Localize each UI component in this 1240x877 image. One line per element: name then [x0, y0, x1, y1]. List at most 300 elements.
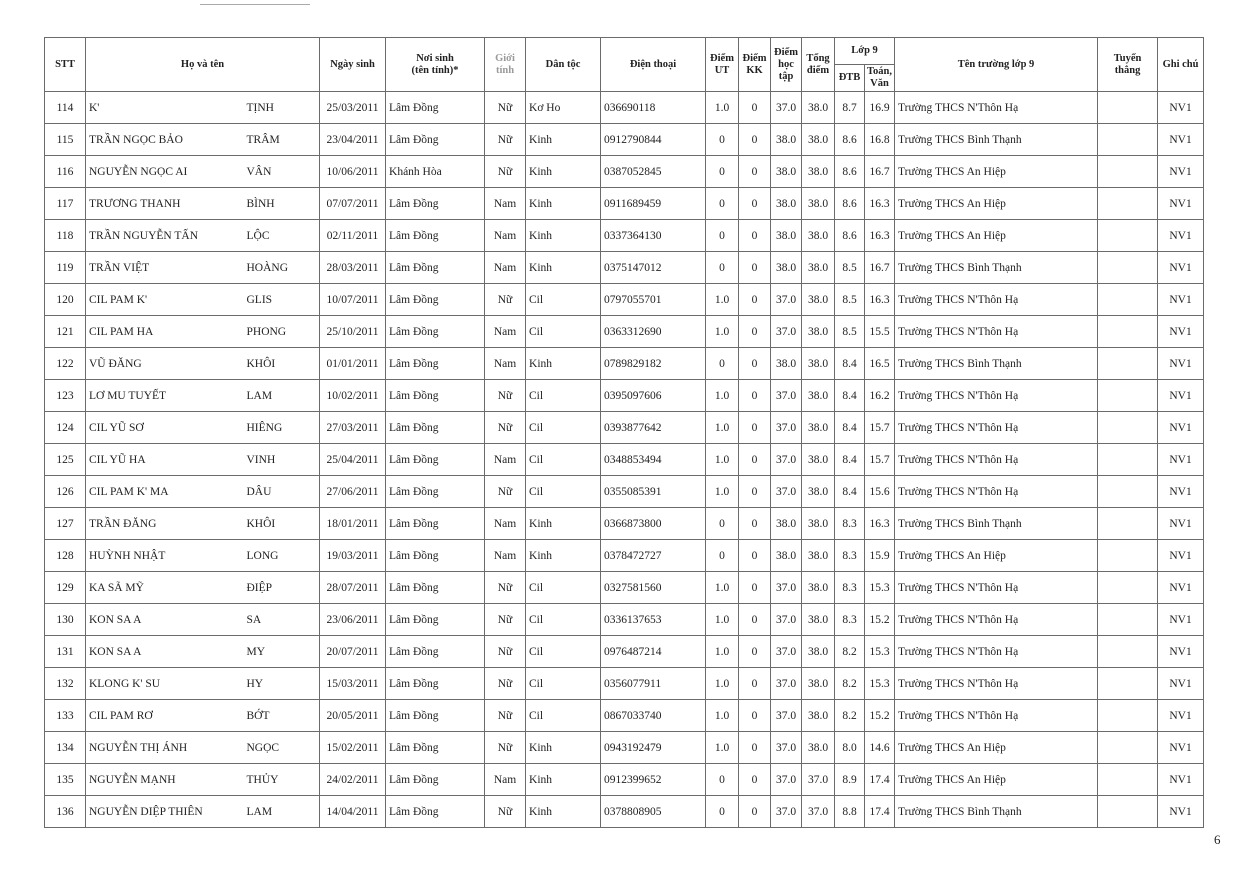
- cell-tuyen-thang: [1098, 668, 1158, 700]
- cell-gioi-tinh: Nữ: [485, 700, 526, 732]
- cell-dtb: 8.3: [835, 540, 865, 572]
- cell-noi-sinh: Lâm Đồng: [386, 636, 485, 668]
- cell-ten: MY: [244, 636, 320, 668]
- cell-ten-truong: Trường THCS Bình Thạnh: [895, 348, 1098, 380]
- cell-toan-van: 15.3: [865, 668, 895, 700]
- cell-diem-kk: 0: [739, 668, 771, 700]
- col-toan-van: Toán, Văn: [865, 65, 895, 92]
- table-row: [45, 604, 1204, 636]
- cell-ghi-chu: NV1: [1158, 380, 1204, 412]
- cell-tuyen-thang: [1098, 124, 1158, 156]
- cell-ghi-chu: NV1: [1158, 412, 1204, 444]
- cell-gioi-tinh: Nữ: [485, 572, 526, 604]
- cell-ten: HIÊNG: [244, 412, 320, 444]
- cell-ho: CIL YŨ HA: [86, 444, 244, 476]
- cell-ghi-chu: NV1: [1158, 668, 1204, 700]
- cell-gioi-tinh: Nữ: [485, 604, 526, 636]
- cell-dtb: 8.2: [835, 636, 865, 668]
- cell-diem-ut: 0: [706, 220, 739, 252]
- cell-dtb: 8.5: [835, 316, 865, 348]
- cell-diem-kk: 0: [739, 252, 771, 284]
- cell-ngay-sinh: 20/07/2011: [320, 636, 386, 668]
- cell-tong-diem: 38.0: [802, 316, 835, 348]
- cell-tuyen-thang: [1098, 444, 1158, 476]
- cell-diem-hoc-tap: 37.0: [771, 316, 802, 348]
- cell-gioi-tinh: Nữ: [485, 380, 526, 412]
- cell-dien-thoai: 0378808905: [601, 796, 706, 828]
- cell-ngay-sinh: 18/01/2011: [320, 508, 386, 540]
- cell-ngay-sinh: 23/06/2011: [320, 604, 386, 636]
- cell-gioi-tinh: Nam: [485, 220, 526, 252]
- student-list-table-container: [44, 37, 1204, 828]
- cell-ngay-sinh: 01/01/2011: [320, 348, 386, 380]
- cell-ngay-sinh: 10/02/2011: [320, 380, 386, 412]
- cell-stt: 130: [45, 604, 86, 636]
- cell-tuyen-thang: [1098, 764, 1158, 796]
- cell-ho: CIL YŨ SƠ: [86, 412, 244, 444]
- cell-tuyen-thang: [1098, 476, 1158, 508]
- cell-ten-truong: Trường THCS Bình Thạnh: [895, 796, 1098, 828]
- cell-diem-kk: 0: [739, 636, 771, 668]
- cell-stt: 133: [45, 700, 86, 732]
- cell-dan-toc: Kinh: [526, 732, 601, 764]
- cell-ghi-chu: NV1: [1158, 476, 1204, 508]
- cell-dien-thoai: 0912399652: [601, 764, 706, 796]
- cell-dien-thoai: 0911689459: [601, 188, 706, 220]
- cell-diem-kk: 0: [739, 476, 771, 508]
- cell-ghi-chu: NV1: [1158, 316, 1204, 348]
- cell-ten-truong: Trường THCS An Hiệp: [895, 540, 1098, 572]
- cell-ten-truong: Trường THCS N'Thôn Hạ: [895, 700, 1098, 732]
- cell-ngay-sinh: 25/10/2011: [320, 316, 386, 348]
- cell-diem-ut: 1.0: [706, 668, 739, 700]
- cell-ten: THỦY: [244, 764, 320, 796]
- cell-ho: LƠ MU TUYẾT: [86, 380, 244, 412]
- cell-ho: VŨ ĐĂNG: [86, 348, 244, 380]
- cell-gioi-tinh: Nữ: [485, 412, 526, 444]
- cell-ho: TRƯƠNG THANH: [86, 188, 244, 220]
- cell-ho: K': [86, 92, 244, 124]
- table-row: [45, 764, 1204, 796]
- cell-ngay-sinh: 28/07/2011: [320, 572, 386, 604]
- cell-gioi-tinh: Nữ: [485, 668, 526, 700]
- cell-ghi-chu: NV1: [1158, 572, 1204, 604]
- page-number: 6: [1214, 832, 1221, 847]
- cell-diem-ut: 1.0: [706, 92, 739, 124]
- table-row: [45, 796, 1204, 828]
- scan-artifact-line: [200, 4, 310, 5]
- cell-diem-hoc-tap: 38.0: [771, 188, 802, 220]
- cell-dan-toc: Cil: [526, 604, 601, 636]
- cell-ho: NGUYỄN NGỌC AI: [86, 156, 244, 188]
- cell-ho: CIL PAM K': [86, 284, 244, 316]
- cell-noi-sinh: Lâm Đồng: [386, 700, 485, 732]
- cell-dtb: 8.6: [835, 124, 865, 156]
- col-lop9: Lớp 9: [835, 38, 895, 65]
- col-diem-hoc-tap: Điểm học tập: [771, 38, 802, 92]
- cell-diem-kk: 0: [739, 508, 771, 540]
- cell-dan-toc: Cil: [526, 700, 601, 732]
- cell-dien-thoai: 0336137653: [601, 604, 706, 636]
- cell-stt: 122: [45, 348, 86, 380]
- cell-dien-thoai: 0337364130: [601, 220, 706, 252]
- cell-stt: 118: [45, 220, 86, 252]
- cell-tong-diem: 38.0: [802, 252, 835, 284]
- cell-tuyen-thang: [1098, 188, 1158, 220]
- cell-ten-truong: Trường THCS N'Thôn Hạ: [895, 316, 1098, 348]
- cell-tuyen-thang: [1098, 540, 1158, 572]
- cell-diem-hoc-tap: 38.0: [771, 156, 802, 188]
- table-row: [45, 348, 1204, 380]
- cell-gioi-tinh: Nữ: [485, 124, 526, 156]
- col-dtb: ĐTB: [835, 65, 865, 92]
- cell-ngay-sinh: 10/07/2011: [320, 284, 386, 316]
- cell-ghi-chu: NV1: [1158, 348, 1204, 380]
- cell-toan-van: 15.7: [865, 444, 895, 476]
- cell-dtb: 8.4: [835, 444, 865, 476]
- cell-diem-kk: 0: [739, 380, 771, 412]
- cell-ten: HY: [244, 668, 320, 700]
- col-ho-va-ten: Họ và tên: [86, 38, 320, 92]
- cell-dien-thoai: 0355085391: [601, 476, 706, 508]
- cell-ghi-chu: NV1: [1158, 92, 1204, 124]
- cell-toan-van: 16.7: [865, 252, 895, 284]
- cell-diem-ut: 0: [706, 540, 739, 572]
- cell-ten-truong: Trường THCS Bình Thạnh: [895, 508, 1098, 540]
- cell-dtb: 8.0: [835, 732, 865, 764]
- table-row: [45, 572, 1204, 604]
- cell-stt: 127: [45, 508, 86, 540]
- cell-toan-van: 15.5: [865, 316, 895, 348]
- cell-ho: KON SA A: [86, 604, 244, 636]
- cell-noi-sinh: Lâm Đồng: [386, 412, 485, 444]
- cell-dien-thoai: 0327581560: [601, 572, 706, 604]
- cell-diem-kk: 0: [739, 316, 771, 348]
- cell-ten-truong: Trường THCS N'Thôn Hạ: [895, 380, 1098, 412]
- cell-diem-kk: 0: [739, 444, 771, 476]
- cell-noi-sinh: Lâm Đồng: [386, 92, 485, 124]
- cell-diem-ut: 0: [706, 764, 739, 796]
- cell-tong-diem: 38.0: [802, 348, 835, 380]
- cell-diem-hoc-tap: 38.0: [771, 124, 802, 156]
- cell-diem-kk: 0: [739, 348, 771, 380]
- cell-diem-hoc-tap: 37.0: [771, 476, 802, 508]
- cell-gioi-tinh: Nam: [485, 508, 526, 540]
- cell-stt: 131: [45, 636, 86, 668]
- cell-ho: TRẦN NGỌC BẢO: [86, 124, 244, 156]
- cell-tong-diem: 38.0: [802, 732, 835, 764]
- cell-dtb: 8.4: [835, 380, 865, 412]
- col-diem-ut: Điểm UT: [706, 38, 739, 92]
- cell-noi-sinh: Lâm Đồng: [386, 124, 485, 156]
- cell-ten: BỚT: [244, 700, 320, 732]
- cell-diem-hoc-tap: 37.0: [771, 412, 802, 444]
- cell-ho: KON SA A: [86, 636, 244, 668]
- cell-stt: 114: [45, 92, 86, 124]
- cell-tong-diem: 38.0: [802, 220, 835, 252]
- cell-tong-diem: 37.0: [802, 796, 835, 828]
- cell-tong-diem: 38.0: [802, 124, 835, 156]
- cell-dtb: 8.6: [835, 220, 865, 252]
- cell-tuyen-thang: [1098, 508, 1158, 540]
- cell-ngay-sinh: 14/04/2011: [320, 796, 386, 828]
- cell-dtb: 8.7: [835, 92, 865, 124]
- cell-gioi-tinh: Nam: [485, 444, 526, 476]
- cell-noi-sinh: Lâm Đồng: [386, 476, 485, 508]
- cell-gioi-tinh: Nam: [485, 316, 526, 348]
- cell-ten-truong: Trường THCS N'Thôn Hạ: [895, 668, 1098, 700]
- cell-dien-thoai: 0356077911: [601, 668, 706, 700]
- cell-ngay-sinh: 19/03/2011: [320, 540, 386, 572]
- cell-toan-van: 16.9: [865, 92, 895, 124]
- cell-noi-sinh: Lâm Đồng: [386, 284, 485, 316]
- cell-toan-van: 16.3: [865, 508, 895, 540]
- cell-dien-thoai: 0378472727: [601, 540, 706, 572]
- cell-ghi-chu: NV1: [1158, 220, 1204, 252]
- cell-stt: 134: [45, 732, 86, 764]
- cell-diem-ut: 1.0: [706, 284, 739, 316]
- cell-dien-thoai: 0393877642: [601, 412, 706, 444]
- table-body: [45, 92, 1204, 828]
- cell-ten-truong: Trường THCS Bình Thạnh: [895, 124, 1098, 156]
- cell-ten: LAM: [244, 796, 320, 828]
- cell-tuyen-thang: [1098, 92, 1158, 124]
- cell-ten-truong: Trường THCS An Hiệp: [895, 220, 1098, 252]
- cell-tuyen-thang: [1098, 380, 1158, 412]
- cell-dien-thoai: 0912790844: [601, 124, 706, 156]
- cell-ten: LONG: [244, 540, 320, 572]
- cell-stt: 126: [45, 476, 86, 508]
- cell-gioi-tinh: Nữ: [485, 636, 526, 668]
- cell-ngay-sinh: 07/07/2011: [320, 188, 386, 220]
- cell-ngay-sinh: 28/03/2011: [320, 252, 386, 284]
- cell-tuyen-thang: [1098, 284, 1158, 316]
- cell-diem-hoc-tap: 37.0: [771, 92, 802, 124]
- cell-gioi-tinh: Nữ: [485, 476, 526, 508]
- cell-tong-diem: 38.0: [802, 700, 835, 732]
- cell-tuyen-thang: [1098, 604, 1158, 636]
- cell-stt: 135: [45, 764, 86, 796]
- cell-diem-hoc-tap: 37.0: [771, 668, 802, 700]
- cell-diem-kk: 0: [739, 284, 771, 316]
- cell-ten-truong: Trường THCS N'Thôn Hạ: [895, 476, 1098, 508]
- cell-diem-kk: 0: [739, 188, 771, 220]
- cell-dien-thoai: 0797055701: [601, 284, 706, 316]
- cell-noi-sinh: Lâm Đồng: [386, 572, 485, 604]
- cell-ghi-chu: NV1: [1158, 444, 1204, 476]
- cell-ho: TRẦN ĐĂNG: [86, 508, 244, 540]
- cell-noi-sinh: Lâm Đồng: [386, 508, 485, 540]
- cell-noi-sinh: Lâm Đồng: [386, 796, 485, 828]
- cell-ten: PHONG: [244, 316, 320, 348]
- cell-ten-truong: Trường THCS N'Thôn Hạ: [895, 284, 1098, 316]
- cell-stt: 119: [45, 252, 86, 284]
- cell-diem-hoc-tap: 38.0: [771, 348, 802, 380]
- table-row: [45, 220, 1204, 252]
- table-row: [45, 252, 1204, 284]
- cell-dan-toc: Kinh: [526, 188, 601, 220]
- cell-tong-diem: 38.0: [802, 476, 835, 508]
- cell-gioi-tinh: Nữ: [485, 92, 526, 124]
- cell-diem-ut: 0: [706, 348, 739, 380]
- cell-diem-kk: 0: [739, 220, 771, 252]
- cell-ngay-sinh: 15/03/2011: [320, 668, 386, 700]
- cell-ten: LỘC: [244, 220, 320, 252]
- cell-dan-toc: Cil: [526, 284, 601, 316]
- cell-toan-van: 16.3: [865, 220, 895, 252]
- cell-diem-hoc-tap: 38.0: [771, 252, 802, 284]
- cell-dtb: 8.4: [835, 476, 865, 508]
- cell-diem-kk: 0: [739, 412, 771, 444]
- cell-ngay-sinh: 20/05/2011: [320, 700, 386, 732]
- cell-tong-diem: 38.0: [802, 540, 835, 572]
- cell-dien-thoai: 0387052845: [601, 156, 706, 188]
- cell-tong-diem: 38.0: [802, 572, 835, 604]
- cell-ho: CIL PAM HA: [86, 316, 244, 348]
- table-row: [45, 508, 1204, 540]
- col-gioi-tinh: Giới tính: [485, 38, 526, 92]
- cell-dan-toc: Cil: [526, 476, 601, 508]
- cell-diem-kk: 0: [739, 156, 771, 188]
- cell-ho: KA SÃ MỸ: [86, 572, 244, 604]
- cell-noi-sinh: Lâm Đồng: [386, 604, 485, 636]
- cell-gioi-tinh: Nam: [485, 764, 526, 796]
- cell-ghi-chu: NV1: [1158, 252, 1204, 284]
- cell-ho: TRẦN VIỆT: [86, 252, 244, 284]
- cell-diem-hoc-tap: 38.0: [771, 508, 802, 540]
- cell-diem-ut: 0: [706, 124, 739, 156]
- cell-diem-ut: 1.0: [706, 476, 739, 508]
- cell-toan-van: 16.7: [865, 156, 895, 188]
- cell-toan-van: 17.4: [865, 764, 895, 796]
- cell-dan-toc: Cil: [526, 316, 601, 348]
- cell-toan-van: 15.3: [865, 572, 895, 604]
- cell-ghi-chu: NV1: [1158, 508, 1204, 540]
- cell-ho: NGUYỄN THỊ ÁNH: [86, 732, 244, 764]
- cell-diem-kk: 0: [739, 604, 771, 636]
- cell-ngay-sinh: 27/06/2011: [320, 476, 386, 508]
- cell-dtb: 8.8: [835, 796, 865, 828]
- cell-dan-toc: Kinh: [526, 220, 601, 252]
- col-tuyen-thang: Tuyển thẳng: [1098, 38, 1158, 92]
- cell-noi-sinh: Lâm Đồng: [386, 348, 485, 380]
- cell-tuyen-thang: [1098, 700, 1158, 732]
- cell-dien-thoai: 0867033740: [601, 700, 706, 732]
- cell-diem-kk: 0: [739, 764, 771, 796]
- col-tong-diem: Tổng điểm: [802, 38, 835, 92]
- table-row: [45, 700, 1204, 732]
- cell-ten-truong: Trường THCS N'Thôn Hạ: [895, 92, 1098, 124]
- cell-diem-kk: 0: [739, 732, 771, 764]
- cell-toan-van: 16.5: [865, 348, 895, 380]
- cell-diem-hoc-tap: 38.0: [771, 540, 802, 572]
- cell-dan-toc: Kinh: [526, 156, 601, 188]
- cell-dien-thoai: 0363312690: [601, 316, 706, 348]
- cell-ten: DÂU: [244, 476, 320, 508]
- table-row: [45, 188, 1204, 220]
- cell-noi-sinh: Lâm Đồng: [386, 732, 485, 764]
- cell-dan-toc: Kinh: [526, 540, 601, 572]
- cell-toan-van: 14.6: [865, 732, 895, 764]
- cell-gioi-tinh: Nam: [485, 348, 526, 380]
- cell-noi-sinh: Lâm Đồng: [386, 220, 485, 252]
- cell-dien-thoai: 0375147012: [601, 252, 706, 284]
- cell-toan-van: 16.8: [865, 124, 895, 156]
- col-noi-sinh-sub: (tên tỉnh)*: [411, 64, 459, 76]
- cell-toan-van: 16.3: [865, 284, 895, 316]
- cell-toan-van: 16.3: [865, 188, 895, 220]
- cell-tong-diem: 38.0: [802, 156, 835, 188]
- cell-dien-thoai: 0366873800: [601, 508, 706, 540]
- cell-dan-toc: Kinh: [526, 252, 601, 284]
- cell-diem-kk: 0: [739, 700, 771, 732]
- cell-diem-hoc-tap: 37.0: [771, 764, 802, 796]
- cell-ten: VÂN: [244, 156, 320, 188]
- cell-tuyen-thang: [1098, 316, 1158, 348]
- cell-dien-thoai: 036690118: [601, 92, 706, 124]
- cell-toan-van: 15.9: [865, 540, 895, 572]
- cell-stt: 125: [45, 444, 86, 476]
- cell-stt: 116: [45, 156, 86, 188]
- cell-dan-toc: Cil: [526, 668, 601, 700]
- col-ghi-chu: Ghi chú: [1158, 38, 1204, 92]
- cell-stt: 136: [45, 796, 86, 828]
- cell-diem-ut: 0: [706, 796, 739, 828]
- table-row: [45, 124, 1204, 156]
- cell-ten: SA: [244, 604, 320, 636]
- cell-diem-hoc-tap: 37.0: [771, 284, 802, 316]
- cell-diem-kk: 0: [739, 124, 771, 156]
- table-row: [45, 380, 1204, 412]
- cell-stt: 128: [45, 540, 86, 572]
- cell-toan-van: 15.3: [865, 636, 895, 668]
- cell-diem-hoc-tap: 37.0: [771, 732, 802, 764]
- cell-diem-ut: 1.0: [706, 380, 739, 412]
- cell-dien-thoai: 0976487214: [601, 636, 706, 668]
- cell-ghi-chu: NV1: [1158, 604, 1204, 636]
- cell-toan-van: 15.2: [865, 700, 895, 732]
- cell-ten-truong: Trường THCS Bình Thạnh: [895, 252, 1098, 284]
- cell-ngay-sinh: 10/06/2011: [320, 156, 386, 188]
- cell-ho: NGUYỄN DIỆP THIÊN: [86, 796, 244, 828]
- cell-ten: TỊNH: [244, 92, 320, 124]
- cell-ghi-chu: NV1: [1158, 636, 1204, 668]
- cell-dtb: 8.2: [835, 668, 865, 700]
- cell-diem-ut: 0: [706, 508, 739, 540]
- table-row: [45, 732, 1204, 764]
- cell-ten: TRÂM: [244, 124, 320, 156]
- cell-ngay-sinh: 23/04/2011: [320, 124, 386, 156]
- cell-ten: BÌNH: [244, 188, 320, 220]
- cell-ghi-chu: NV1: [1158, 796, 1204, 828]
- table-row: [45, 92, 1204, 124]
- cell-ngay-sinh: 25/04/2011: [320, 444, 386, 476]
- cell-toan-van: 16.2: [865, 380, 895, 412]
- cell-dtb: 8.4: [835, 412, 865, 444]
- cell-dan-toc: Kinh: [526, 508, 601, 540]
- cell-ngay-sinh: 24/02/2011: [320, 764, 386, 796]
- cell-gioi-tinh: Nữ: [485, 796, 526, 828]
- table-row: [45, 316, 1204, 348]
- col-stt: STT: [45, 38, 86, 92]
- cell-dtb: 8.5: [835, 284, 865, 316]
- cell-dan-toc: Cil: [526, 636, 601, 668]
- cell-tong-diem: 38.0: [802, 188, 835, 220]
- cell-diem-ut: 0: [706, 188, 739, 220]
- cell-diem-hoc-tap: 37.0: [771, 572, 802, 604]
- cell-toan-van: 15.7: [865, 412, 895, 444]
- cell-noi-sinh: Lâm Đồng: [386, 316, 485, 348]
